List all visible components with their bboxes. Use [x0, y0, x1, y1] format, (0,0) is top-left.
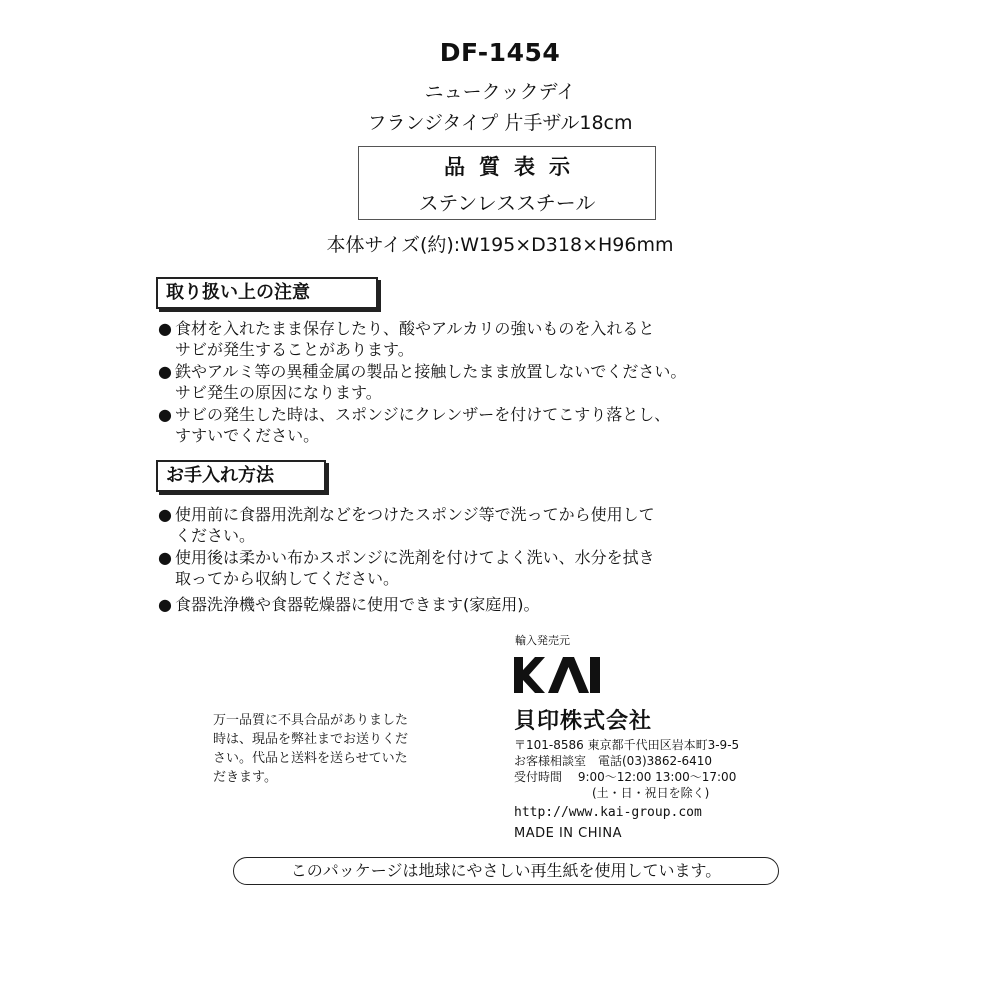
bullet: ● — [158, 319, 172, 338]
quality-label-title: 品質表示 — [444, 155, 584, 179]
origin-label: MADE IN CHINA — [514, 826, 622, 841]
care-text: 使用前に食器用洗剤などをつけたスポンジ等で洗ってから使用して — [175, 505, 655, 524]
bullet: ● — [158, 405, 172, 424]
care-text: ください。 — [175, 526, 256, 545]
company-name: 貝印株式会社 — [514, 709, 653, 734]
caution-heading: 取り扱い上の注意 — [156, 277, 378, 309]
care-item — [158, 594, 540, 615]
bullet: ● — [158, 548, 172, 567]
support-phone: お客様相談室 電話(03)3862-6410 — [514, 754, 713, 768]
material: ステンレススチール — [418, 191, 596, 215]
model-number: DF-1454 — [439, 38, 561, 67]
company-url: http://www.kai-group.com — [514, 805, 702, 820]
caution-text: 鉄やアルミ等の異種金属の製品と接触したまま放置しないでください。 — [175, 362, 687, 381]
bullet: ● — [158, 595, 172, 614]
product-series: ニュークックデイ — [424, 81, 576, 103]
caution-text: サビの発生した時は、スポンジにクレンザーを付けてこすり落とし、 — [175, 405, 671, 424]
care-item — [158, 547, 655, 589]
defect-note-line: 時は、現品を弊社までお送りくだ — [213, 732, 409, 747]
care-item — [158, 504, 655, 546]
bullet: ● — [158, 362, 172, 381]
importer-label: 輸入発売元 — [515, 634, 570, 647]
caution-text: 食材を入れたまま保存したり、酸やアルカリの強いものを入れると — [175, 319, 655, 338]
caution-text: サビが発生することがあります。 — [175, 340, 414, 359]
support-hours-note: (土・日・祝日を除く) — [592, 786, 710, 800]
company-address: 〒101-8586 東京都千代田区岩本町3-9-5 — [514, 738, 740, 752]
kai-logo — [514, 657, 600, 693]
quality-label-box — [358, 146, 656, 220]
caution-item — [158, 404, 670, 446]
product-name: フランジタイプ 片手ザル18cm — [367, 112, 633, 134]
defect-note-line: 万一品質に不具合品がありました — [213, 713, 409, 728]
care-text: 使用後は柔かい布かスポンジに洗剤を付けてよく洗い、水分を拭き — [175, 548, 655, 567]
company-info — [514, 737, 739, 801]
caution-text: すすいでください。 — [175, 426, 320, 445]
recycled-paper-note: このパッケージは地球にやさしい再生紙を使用しています。 — [233, 857, 779, 885]
defect-note-line: だきます。 — [213, 770, 277, 785]
defect-note — [213, 711, 408, 787]
care-heading: お手入れ方法 — [156, 460, 326, 492]
caution-item — [158, 361, 686, 403]
care-text: 食器洗浄機や食器乾燥器に使用できます(家庭用)。 — [175, 595, 540, 614]
support-hours: 受付時間 9:00～12:00 13:00～17:00 — [514, 770, 737, 784]
bullet: ● — [158, 505, 172, 524]
care-text: 取ってから収納してください。 — [175, 569, 400, 588]
defect-note-line: さい。代品と送料を送らせていた — [213, 751, 408, 766]
product-size: 本体サイズ(約):W195×D318×H96mm — [326, 234, 674, 256]
caution-text: サビ発生の原因になります。 — [175, 383, 382, 402]
caution-item — [158, 318, 654, 360]
